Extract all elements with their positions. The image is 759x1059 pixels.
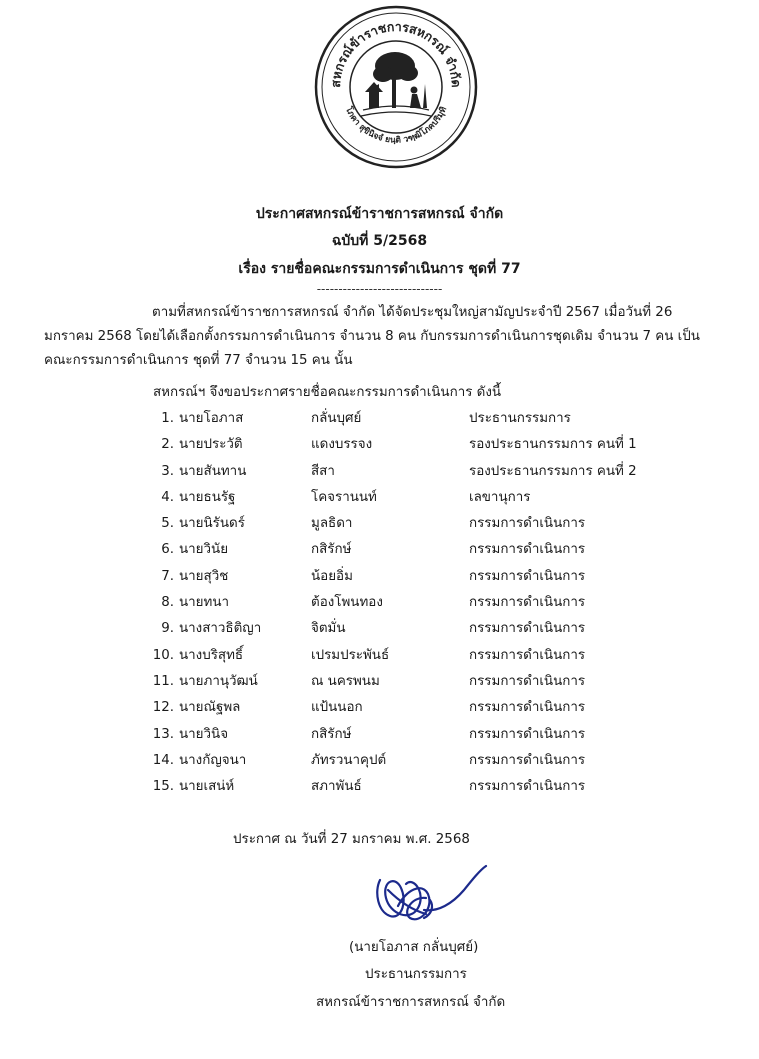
member-last-name: กสิรักษ์ <box>311 726 352 742</box>
signature <box>368 860 508 940</box>
member-row <box>0 485 759 511</box>
announcement-title: ประกาศสหกรณ์ข้าราชการสหกรณ์ จำกัด <box>255 206 504 222</box>
member-first-name: นางสาวธิติญา <box>179 621 262 637</box>
member-row <box>0 432 759 458</box>
member-first-name: นางบริสุทธิ์ <box>179 647 244 663</box>
member-row <box>0 511 759 537</box>
member-position: กรรมการดำเนินการ <box>469 595 586 611</box>
member-position: กรรมการดำเนินการ <box>469 673 586 689</box>
signer-title: ประธานกรรมการ <box>365 967 467 982</box>
member-first-name: นางกัญจนา <box>179 752 247 768</box>
member-last-name: โคจรานนท์ <box>311 489 377 505</box>
member-first-name: นายธนรัฐ <box>179 489 236 505</box>
member-position: กรรมการดำเนินการ <box>469 779 586 795</box>
member-first-name: นายสันทาน <box>179 463 247 479</box>
member-row <box>0 748 759 774</box>
member-row <box>0 406 759 432</box>
member-row <box>0 616 759 642</box>
member-position: กรรมการดำเนินการ <box>469 621 586 637</box>
member-row <box>0 695 759 721</box>
member-number: 15. <box>152 779 174 795</box>
member-last-name: ณ นครพนม <box>311 673 380 689</box>
member-number: 13. <box>152 726 174 742</box>
member-position: กรรมการดำเนินการ <box>469 516 586 532</box>
member-last-name: กลั่นบุศย์ <box>311 411 362 426</box>
title-separator: ----------------------------- <box>316 282 443 296</box>
member-last-name: กสิรักษ์ <box>311 542 352 558</box>
member-number: 4. <box>161 489 174 505</box>
announcement-number: ฉบับที่ 5/2568 <box>331 233 428 249</box>
member-last-name: เปรมประพันธ์ <box>311 647 390 663</box>
member-first-name: นายภานุวัฒน์ <box>179 673 258 689</box>
announcement-date: ประกาศ ณ วันที่ 27 มกราคม พ.ศ. 2568 <box>233 832 470 847</box>
member-first-name: นายวินัย <box>179 542 229 558</box>
member-number: 3. <box>161 463 174 479</box>
roster-intro: สหกรณ์ฯ จึงขอประกาศรายชื่อคณะกรรมการดำเนินการ ดังนี้ <box>153 385 502 400</box>
member-position: รองประธานกรรมการ คนที่ 2 <box>469 463 637 479</box>
member-first-name: นายนิรันดร์ <box>179 516 245 532</box>
member-position: กรรมการดำเนินการ <box>469 647 586 663</box>
member-last-name: สีสา <box>311 463 335 479</box>
svg-text:โภคา สุขินิจจํ ยนฺติ วฑฺฒิโภคป <box>342 104 449 146</box>
member-row <box>0 564 759 590</box>
handwritten-signature-icon <box>368 860 508 940</box>
signer-organization: สหกรณ์ข้าราชการสหกรณ์ จำกัด <box>316 995 506 1010</box>
member-number: 8. <box>161 595 174 611</box>
member-first-name: นายวินิจ <box>179 726 229 742</box>
member-row <box>0 590 759 616</box>
member-position: กรรมการดำเนินการ <box>469 542 586 558</box>
member-number: 2. <box>161 437 174 453</box>
member-first-name: นายเสน่ห์ <box>179 779 235 795</box>
member-first-name: นายโอภาส <box>179 411 244 426</box>
member-position: กรรมการดำเนินการ <box>469 726 586 742</box>
member-first-name: นายทนา <box>179 595 230 611</box>
member-roster <box>0 406 759 800</box>
member-position: เลขานุการ <box>469 489 531 505</box>
member-last-name: จิตมั่น <box>311 621 346 637</box>
member-number: 7. <box>161 568 174 584</box>
member-position: ประธานกรรมการ <box>469 411 571 426</box>
announcement-subject: เรื่อง รายชื่อคณะกรรมการดำเนินการ ชุดที่ 77 <box>238 261 521 277</box>
member-row <box>0 459 759 485</box>
member-first-name: นายณัฐพล <box>179 700 241 716</box>
seal-bottom-text: โภคา สุขินิจจํ ยนฺติ วฑฺฒิโภคปริมุทิ <box>342 105 450 146</box>
cooperative-seal <box>313 4 479 170</box>
member-row <box>0 669 759 695</box>
member-position: รองประธานกรรมการ คนที่ 1 <box>469 437 637 453</box>
member-row <box>0 774 759 800</box>
seal-top-text: สหกรณ์ข้าราชการสหกรณ์ จำกัด <box>327 18 465 88</box>
member-last-name: แป้นนอก <box>311 700 363 716</box>
member-number: 14. <box>152 752 174 768</box>
member-number: 9. <box>161 621 174 637</box>
member-row <box>0 537 759 563</box>
member-row <box>0 722 759 748</box>
cooperative-seal-icon <box>313 4 479 170</box>
member-last-name: ต้องโพนทอง <box>311 595 383 611</box>
member-first-name: นายสุวิช <box>179 568 229 584</box>
member-position: กรรมการดำเนินการ <box>469 568 586 584</box>
member-row <box>0 643 759 669</box>
member-last-name: สภาพันธ์ <box>311 779 362 795</box>
member-number: 11. <box>152 673 174 689</box>
member-number: 10. <box>152 647 174 663</box>
member-position: กรรมการดำเนินการ <box>469 700 586 716</box>
member-number: 1. <box>161 411 174 426</box>
member-last-name: มูลธิดา <box>311 516 353 532</box>
member-number: 5. <box>161 516 174 532</box>
member-last-name: แดงบรรจง <box>311 437 373 453</box>
member-number: 12. <box>152 700 174 716</box>
signer-name: (นายโอภาส กลั่นบุศย์) <box>349 940 479 955</box>
member-number: 6. <box>161 542 174 558</box>
member-position: กรรมการดำเนินการ <box>469 752 586 768</box>
member-first-name: นายประวัติ <box>179 437 243 453</box>
announcement-paragraph: ตามที่สหกรณ์ข้าราชการสหกรณ์ จำกัด ได้จัดประชุมใหญ่สามัญประจำปี 2567 เมื่อวันที่ 26 มกราคม 2568 โดยได้เลือกตั้งกรรมการดำเนินการ จำนวน 8 คน กับกรรมการดำเนินการชุดเดิม จำนวน 7 คน เป็นคณะกรรมการดำเนินการ ชุดที่ 77 จำนวน 15 คน นั้น <box>44 305 700 368</box>
member-last-name: น้อยอิ่ม <box>311 568 353 584</box>
member-last-name: ภัทรวนาคุปต์ <box>311 752 387 768</box>
